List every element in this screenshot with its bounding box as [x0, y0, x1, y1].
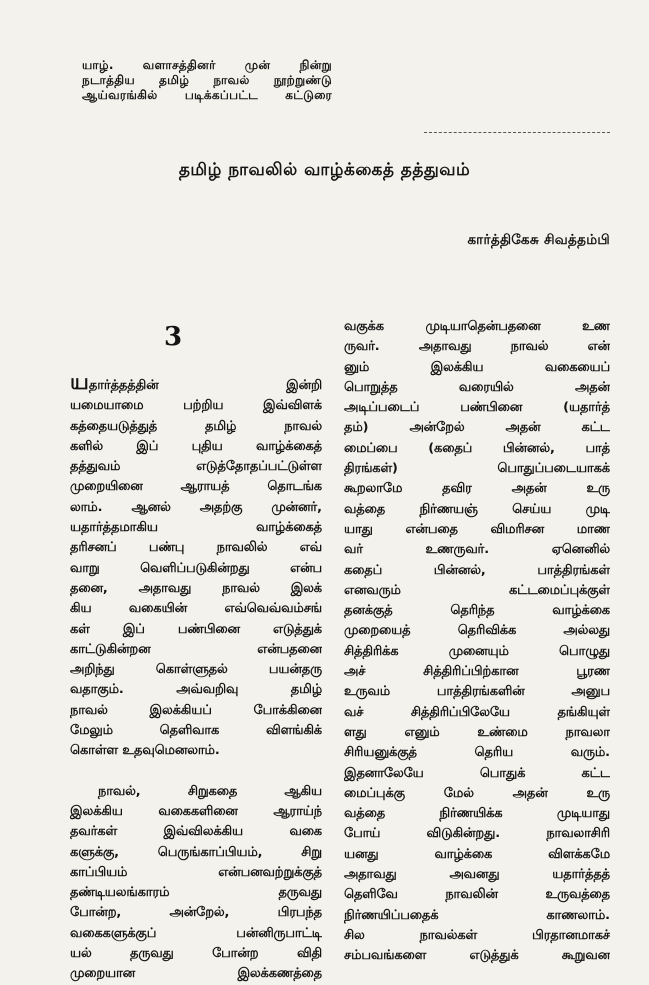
text-line: களில் இப் புதிய வாழ்க்கைத்: [70, 438, 322, 454]
text-line: அறிந்து கொள்ளுதல் பயன்தரு: [70, 662, 322, 678]
text-line: வகைகளுக்குப் பன்னிருபாட்டி: [70, 925, 322, 941]
text-line: அடிப்படைப் பண்பினை (யதார்த்: [344, 400, 610, 416]
text-line: காப்பியம் என்பனவற்றுக்குத்: [70, 864, 322, 880]
text-line: சிரியனுக்குத் தெரிய வரும்.: [344, 745, 610, 761]
text-line: தரிசனப் பண்பு நாவலில் எவ்: [70, 540, 322, 556]
text-line: நாவல், சிறுகதை ஆகிய: [98, 783, 322, 799]
text-line: வர் உணருவர். ஏனெனில்: [344, 542, 610, 558]
text-line: கிய வகையின் எவ்வெவ்வம்சங்: [70, 601, 322, 617]
text-line: யல் தருவது போன்ற விதி: [70, 946, 322, 962]
text-line: முறையினை ஆராயத் தொடங்க: [70, 479, 322, 495]
text-line: தனை, அதாவது நாவல் இலக்: [70, 580, 322, 596]
text-line: சம்பவங்களை எடுத்துக் கூறுவன: [344, 948, 610, 964]
text-line: தவர்கள் இவ்விலக்கிய வகை: [70, 824, 322, 840]
text-line: கொள்ள உதவுமெனலாம்.: [70, 743, 220, 759]
text-line: கதைப் பின்னல், பாத்திரங்கள்: [344, 562, 610, 578]
text-line: ளது எனும் உண்மை நாவலா: [344, 724, 610, 740]
text-line: தத்துவம் எடுத்தோதப்பட்டுள்ள: [70, 459, 322, 475]
text-line: ருவர். அதாவது நாவல் என்: [344, 339, 610, 355]
note-line: யாழ். வளாசத்தினர் முன் நின்று: [82, 58, 332, 72]
left-column: [70, 372, 322, 985]
text-line: கூறலாமே தவிர அதன் உரு: [344, 481, 610, 497]
text-line: கள் இப் பண்பினை எடுத்துக்: [70, 621, 322, 637]
text-line: இதனாலேயே பொதுக் கட்ட: [344, 765, 610, 781]
text-line: வகுக்க முடியாதென்பதனை உண: [344, 319, 610, 334]
text-line: தனக்குத் தெரிந்த வாழ்க்கை: [344, 603, 610, 619]
text-line: பொறுத்த வரையில் அதன்: [344, 379, 610, 395]
paragraph-gap: [70, 762, 322, 782]
drop-cap: ய: [70, 372, 89, 395]
text-line: வச் சித்திரிப்பிலேயே தங்கியுள்: [344, 704, 610, 720]
text-line: இலக்கிய வகைகளினை ஆராய்ந்: [70, 803, 322, 819]
text-line: திரங்கள்) பொதுப்படையாகக்: [344, 461, 610, 477]
text-line: முறையான இலக்கணத்தை: [70, 966, 322, 982]
text-line: நாவல் இலக்கியப் போக்கினை: [70, 702, 322, 718]
decorative-rule: [424, 132, 610, 133]
text-line: அதாவது அவனது யதார்த்தத்: [344, 867, 610, 883]
text-line: யமையாமை பற்றிய இவ்விளக்: [70, 398, 322, 414]
text-line: நிர்ணயிப்பதைக் காணலாம்.: [344, 907, 610, 923]
article-title: தமிழ் நாவலில் வாழ்க்கைத் தத்துவம்: [178, 160, 471, 180]
presentation-note: [82, 58, 332, 103]
text-line: கத்தையடுத்துத் தமிழ் நாவல்: [70, 418, 322, 434]
text-line: மைப்புக்கு மேல் அதன் உரு: [344, 785, 610, 801]
author-name: கார்த்திகேசு சிவத்தம்பி: [467, 232, 610, 248]
text-line: தம்) அன்றேல் அதன் கட்ட: [344, 420, 610, 436]
right-column: [344, 317, 610, 967]
text-line: மைப்பை (கதைப் பின்னல், பாத்: [344, 440, 610, 456]
text-line: யதார்த்தத்தின் இன்றி: [70, 372, 322, 396]
text-line: மேலும் தெளிவாக விளங்கிக்: [70, 723, 322, 739]
text-line: வத்தை நிர்ணயிக்க முடியாது: [344, 806, 610, 822]
text-line: யனது வாழ்க்கை விளக்கமே: [344, 846, 610, 862]
text-line: உருவம் பாத்திரங்களின் அனுப: [344, 684, 610, 700]
text-line: எனவரும் கட்டமைப்புக்குள்: [344, 582, 610, 598]
text-line: சில நாவல்கள் பிரதானமாகச்: [344, 927, 610, 943]
text-line: காட்டுகின்றன என்பதனை: [70, 641, 322, 657]
note-line: ஆய்வரங்கில் படிக்கப்பட்ட கட்டுரை: [82, 88, 332, 102]
text-line: வதாகும். அவ்வறிவு தமிழ்: [70, 682, 322, 698]
note-line: நடாத்திய தமிழ் நாவல் நூற்றுண்டு: [82, 73, 332, 87]
text-line: யதார்த்தமாகிய வாழ்க்கைத்: [70, 520, 322, 536]
text-line: அச் சித்திரிப்பிற்கான பூரண: [344, 664, 610, 680]
text-line: யாது என்பதை விமரிசன மாண: [344, 521, 610, 537]
text-line: தெளிவே நாவலின் உருவத்தை: [344, 887, 610, 903]
text-line: களுக்கு, பெருங்காப்பியம், சிறு: [70, 844, 322, 860]
text-line: போய் விடுகின்றது. நாவலாசிரி: [344, 826, 610, 842]
chapter-number: 3: [164, 322, 183, 352]
text-line: முறையைத் தெரிவிக்க அல்லது: [344, 623, 610, 639]
text-line: தண்டியலங்காரம் தருவது: [70, 885, 322, 901]
text-line: வாறு வெளிப்படுகின்றது என்ப: [70, 560, 322, 576]
text-line: லாம். ஆனல் அதற்கு முன்னர்,: [70, 499, 322, 515]
text-line: போன்ற, அன்றேல், பிரபந்த: [70, 905, 322, 921]
text-line: னும் இலக்கிய வகையைப்: [344, 359, 610, 375]
text-line: வத்தை நிர்ணயஞ் செய்ய முடி: [344, 501, 610, 517]
text-line: சித்திரிக்க முனையும் பொழுது: [344, 643, 610, 659]
